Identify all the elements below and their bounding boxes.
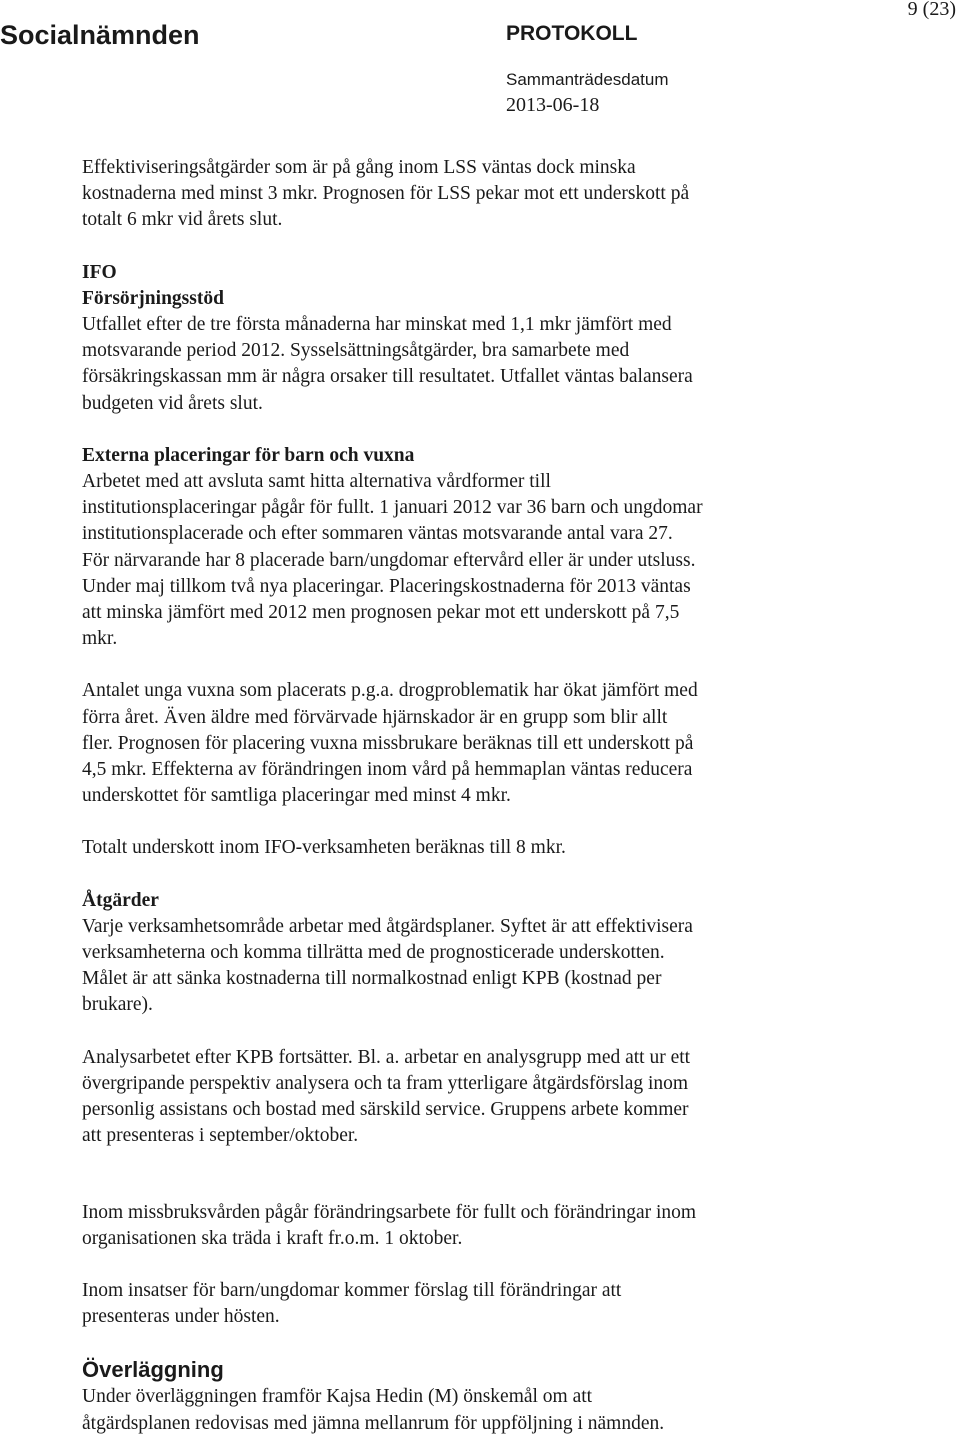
organization-name: Socialnämnden [0,20,200,50]
meeting-date: 2013-06-18 [506,94,600,116]
externa-placeringar-heading: Externa placeringar för barn och vuxna [82,444,415,466]
unga-vuxna-paragraph: Antalet unga vuxna som placerats p.g.a. drogproblematik har ökat jämfört med förra året. Även äldre med förvärvade hjärnskador är en grupp som blir allt fler. Prognosen för placering vuxna missbrukare beräknas till ett underskott på 4,5 mkr. Effekterna av förändringen inom vård på hemmaplan väntas reducera underskottet för samtliga placeringar med minst 4 mkr. [82,680,698,807]
externa-placeringar-paragraph: Arbetet med att avsluta samt hitta alternativa vårdformer till institutionsplaceringar pågår för fullt. 1 januari 2012 var 36 barn och ungdomar institutionsplacerade och efter sommaren väntas motsvarande antal vara 27. För närvarande har 8 placerade barn/ungdomar eftervård eller är under utsluss. Under maj tillkom två nya placeringar. Placeringskostnaderna för 2013 väntas att minska jämfört med 2012 men prognosen pekar mot ett underskott på 7,5 mkr. [82,471,703,650]
page-number: 9 (23) [907,0,956,20]
atgarder-paragraph: Varje verksamhetsområde arbetar med åtgärdsplaner. Syftet är att effektivisera verksamheterna och komma tillrätta med de prognosticerade underskotten. Målet är att sänka kostnaderna till normalkostnad enligt KPB (kostnad per brukare). [82,915,693,1016]
document-type: PROTOKOLL [506,22,638,45]
ifo-heading: IFO [82,261,117,283]
document-body [82,155,942,1437]
atgarder-heading: Åtgärder [82,889,159,911]
overlaggning-heading: Överläggning [82,1357,224,1383]
totalt-underskott-paragraph: Totalt underskott inom IFO-verksamheten beräknas till 8 mkr. [82,837,566,859]
lss-paragraph: Effektiviseringsåtgärder som är på gång inom LSS väntas dock minska kostnaderna med minst 3 mkr. Prognosen för LSS pekar mot ett underskott på totalt 6 mkr vid årets slut. [82,157,690,231]
barn-ungdomar-paragraph: Inom insatser för barn/ungdomar kommer förslag till förändringar att presenteras under hösten. [82,1279,622,1328]
missbruksvarden-paragraph: Inom missbruksvården pågår förändringsarbete för fullt och förändringar inom organisationen ska träda i kraft fr.o.m. 1 oktober. [82,1201,697,1249]
overlaggning-paragraph: Under överläggningen framför Kajsa Hedin (M) önskemål om att åtgärdsplanen redovisas med jämna mellanrum för uppföljning i nämnden. [82,1386,665,1434]
forsorjning-paragraph: Utfallet efter de tre första månaderna har minskat med 1,1 mkr jämfört med motsvarande period 2012. Sysselsättningsåtgärder, bra samarbete med försäkringskassan mm är några orsaker till resultatet. Utfallet väntas balansera budgeten vid årets slut. [82,314,693,414]
forsorjning-heading: Försörjningsstöd [82,287,224,309]
meeting-date-label: Sammanträdesdatum [506,70,669,89]
analysarbete-paragraph: Analysarbetet efter KPB fortsätter. Bl. a. arbetar en analysgrupp med att ur ett övergripande perspektiv analysera och ta fram ytterligare åtgärdsförslag inom personlig assistans och bostad med särskild service. Gruppens arbete kommer att presenteras i september/oktober. [82,1046,691,1147]
